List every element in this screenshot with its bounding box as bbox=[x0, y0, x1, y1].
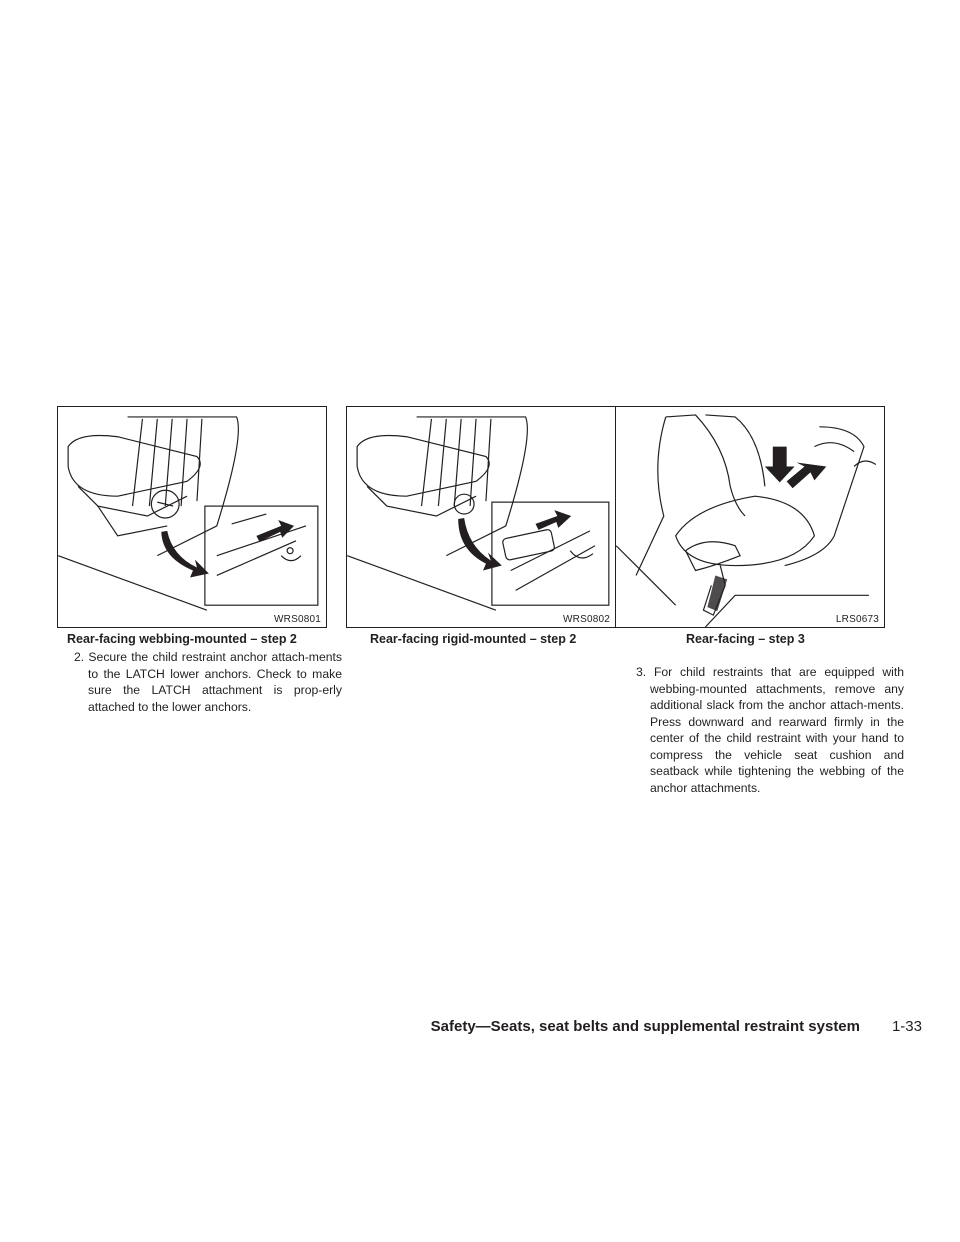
figure-caption: Rear-facing webbing-mounted – step 2 bbox=[67, 632, 297, 646]
illustration-press-child-restraint bbox=[616, 407, 884, 627]
illustration-webbing-mounted bbox=[58, 407, 326, 627]
figure-caption: Rear-facing – step 3 bbox=[686, 632, 805, 646]
figure-webbing-mounted bbox=[57, 406, 327, 628]
figure-caption: Rear-facing rigid-mounted – step 2 bbox=[370, 632, 577, 646]
illustration-rigid-mounted bbox=[347, 407, 615, 627]
figure-code: LRS0673 bbox=[835, 614, 879, 625]
step-3-paragraph: 3. For child restraints that are equipped with webbing-mounted attachments, remove any additional slack from the anchor attach-ments. Press downward and rearward firmly in the center of the child restraint with your hand to compress the vehicle seat cushion and seatback while tightening the webbing of the anchor attachments. bbox=[636, 665, 904, 795]
page-number: 1-33 bbox=[891, 1018, 922, 1035]
step-2-paragraph: 2. Secure the child restraint anchor attach-ments to the LATCH lower anchors. Check to make sure the LATCH attachment is prop-erly attached to the lower anchors. bbox=[74, 650, 342, 714]
figure-code: WRS0802 bbox=[563, 614, 610, 625]
figure-code: WRS0801 bbox=[274, 614, 321, 625]
section-title: Safety—Seats, seat belts and supplemental restraint system bbox=[430, 1018, 860, 1035]
step-3-text bbox=[636, 664, 904, 796]
figure-rear-facing-step-3 bbox=[615, 406, 885, 628]
figure-rigid-mounted bbox=[346, 406, 616, 628]
step-2-text bbox=[74, 649, 342, 715]
